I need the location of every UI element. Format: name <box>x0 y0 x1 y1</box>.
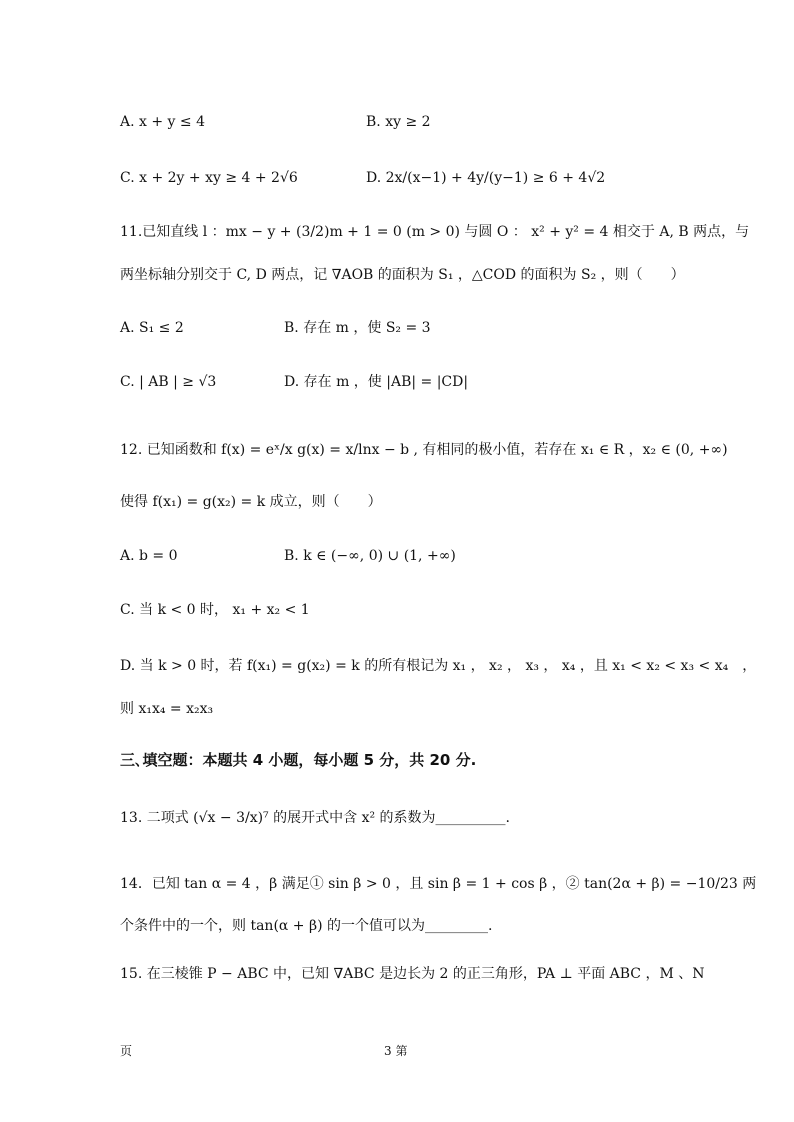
q12-stem-line1: 12. 已知函数和 f(x) = eˣ/x g(x) = x/lnx − b , 有相同的极小值，若存在 x₁ ∈ R ，x₂ ∈ (0, +∞) <box>120 442 728 458</box>
q11-stem-line2: 两坐标轴分别交于 C, D 两点，记 ∇AOB 的面积为 S₁ ，△COD 的面积为 S₂ ，则（ ） <box>120 267 685 283</box>
q12-option-c: C. 当 k < 0 时， x₁ + x₂ < 1 <box>120 602 310 618</box>
q11-option-a: A. S₁ ≤ 2 <box>120 320 184 336</box>
q11-option-b: B. 存在 m ，使 S₂ = 3 <box>284 320 431 336</box>
q14-stem-line2: 个条件中的一个，则 tan(α + β) 的一个值可以为_________. <box>120 918 493 934</box>
q12-option-a: A. b = 0 <box>120 548 178 564</box>
q14-stem-line1: 14．已知 tan α = 4 ，β 满足① sin β > 0 ，且 sin β = 1 + cos β ，② tan(2α + β) = −10/23 两 <box>120 876 757 892</box>
q15-stem: 15. 在三棱锥 P − ABC 中，已知 ∇ABC 是边长为 2 的正三角形，PA ⊥ 平面 ABC ，M 、N <box>120 966 705 982</box>
q10-option-c: C. x + 2y + xy ≥ 4 + 2√6 <box>120 170 298 186</box>
q11-option-c: C. | AB | ≥ √3 <box>120 374 217 390</box>
q11-stem-line1: 11.已知直线 l ：mx − y + (3/2)m + 1 = 0 (m > 0) 与圆 O ： x² + y² = 4 相交于 A, B 两点，与 <box>120 224 750 240</box>
q12-option-b: B. k ∈ (−∞, 0) ∪ (1, +∞) <box>284 548 456 564</box>
q12-option-d-line2: 则 x₁x₄ = x₂x₃ <box>120 701 214 717</box>
q10-option-d: D. 2x/(x−1) + 4y/(y−1) ≥ 6 + 4√2 <box>366 170 606 186</box>
page-number: 3 第 <box>384 1044 408 1058</box>
q12-option-d-line1: D. 当 k > 0 时，若 f(x₁) = g(x₂) = k 的所有根记为 x₁ ， x₂ ， x₃ ， x₄ ，且 x₁ < x₂ < x₃ < x₄ ， <box>120 658 757 674</box>
section-heading: 三､填空题：本题共 4 小题，每小题 5 分，共 20 分. <box>120 751 477 769</box>
q10-option-a: A. x + y ≤ 4 <box>120 114 205 130</box>
q10-option-b: B. xy ≥ 2 <box>366 114 431 130</box>
q11-option-d: D. 存在 m ，使 |AB| = |CD| <box>284 374 469 390</box>
q12-stem-line2: 使得 f(x₁) = g(x₂) = k 成立，则（ ） <box>120 494 382 510</box>
footer-left: 页 <box>120 1044 133 1058</box>
q13-stem: 13. 二项式 (√x − 3/x)⁷ 的展开式中含 x² 的系数为__________. <box>120 810 510 826</box>
